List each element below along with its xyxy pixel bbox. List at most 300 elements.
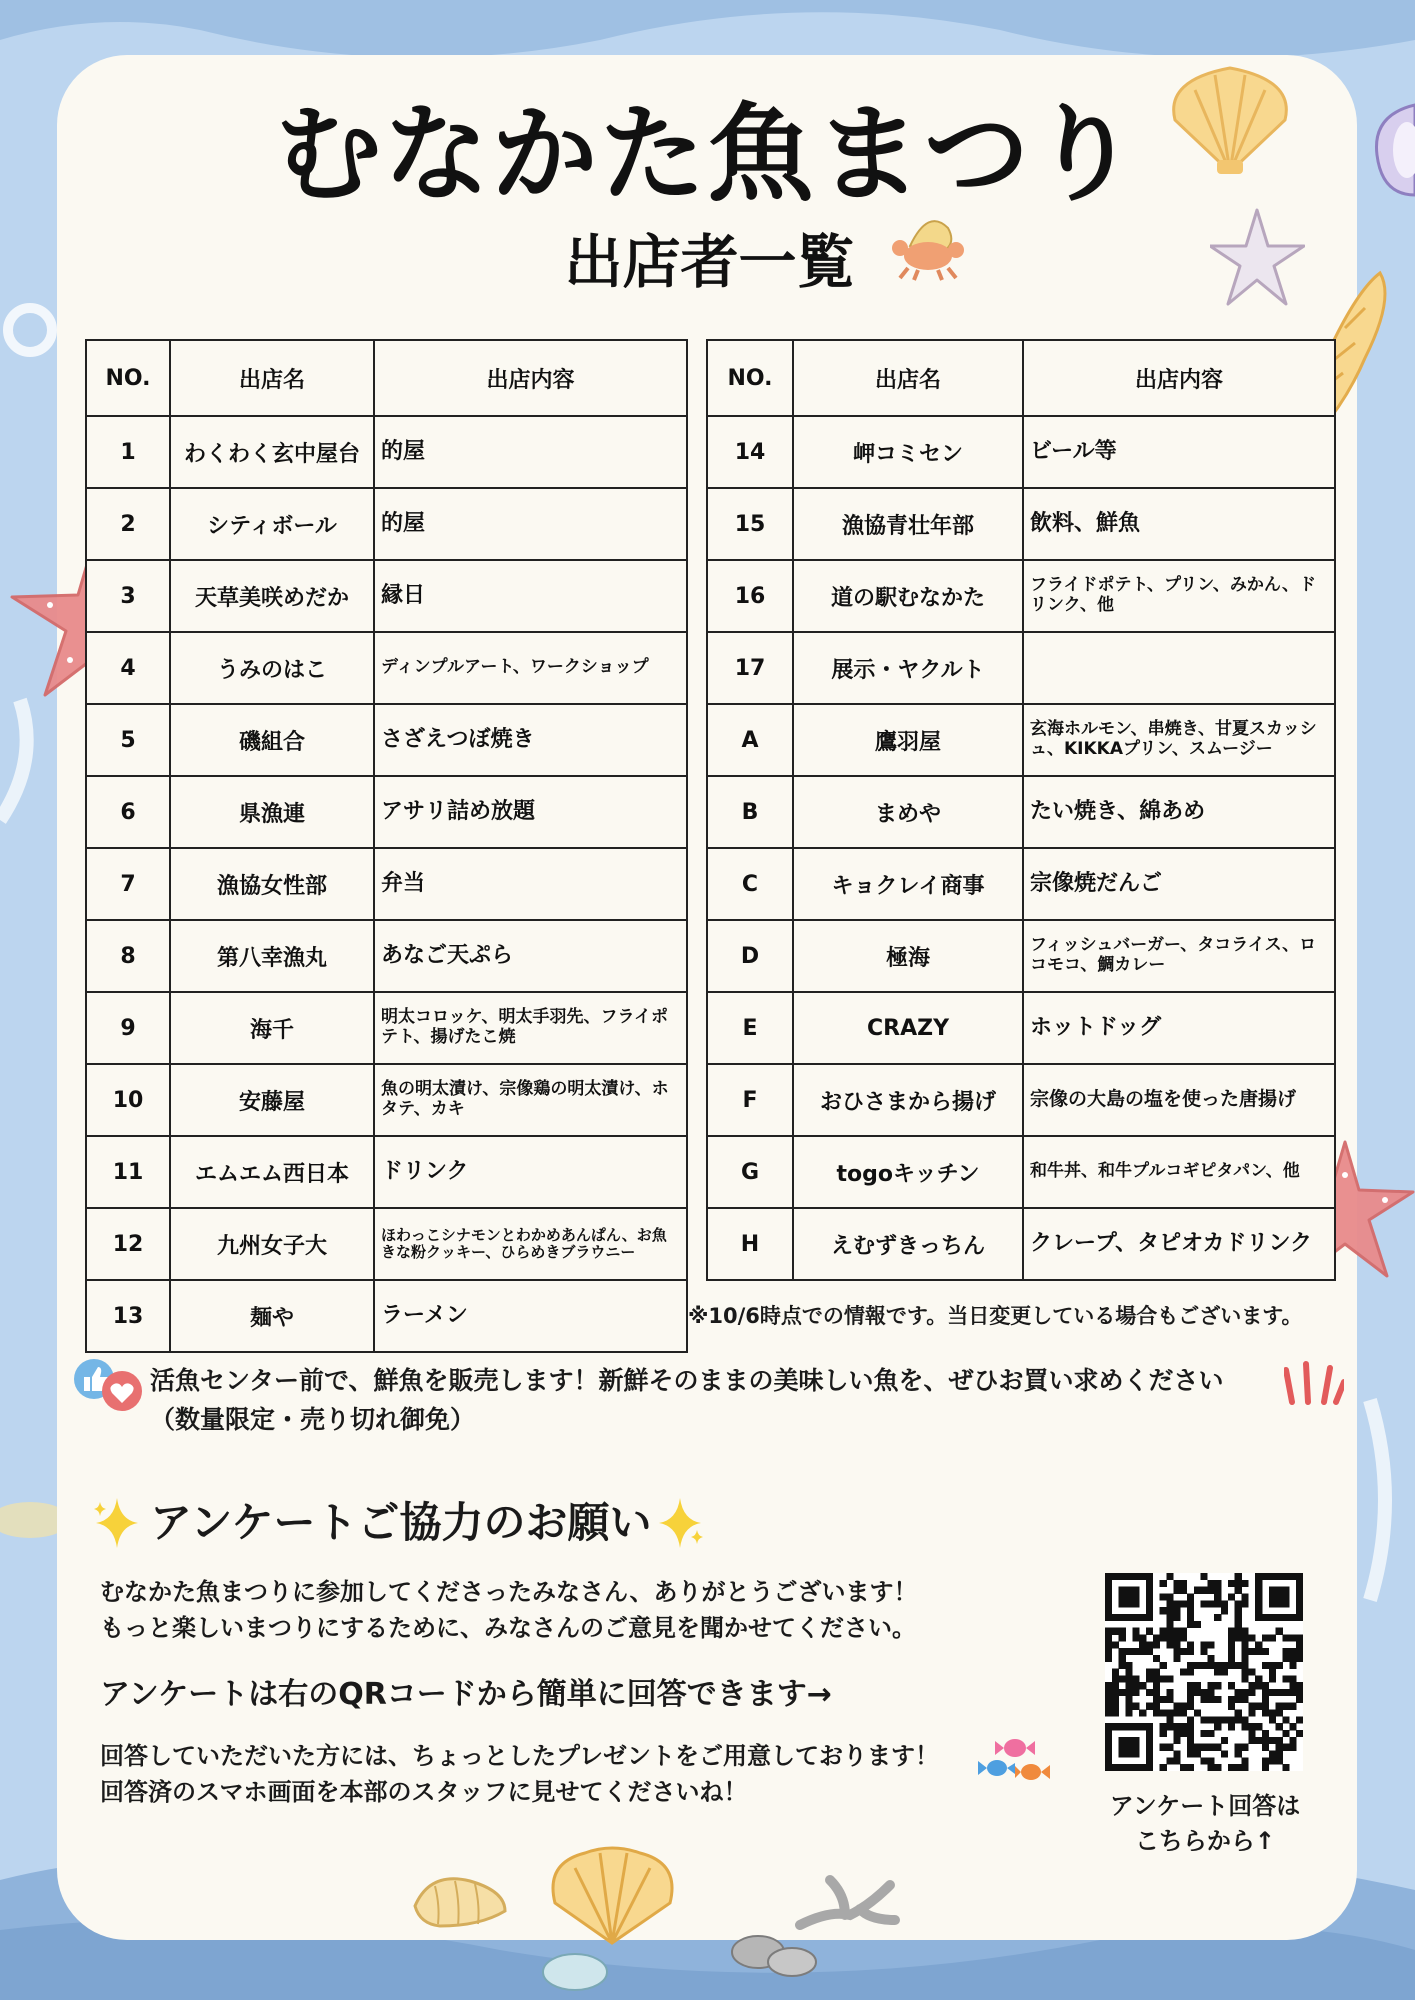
qr-module: [1139, 1648, 1146, 1655]
qr-module: [1255, 1675, 1262, 1682]
qr-module: [1235, 1573, 1242, 1580]
qr-module: [1132, 1682, 1139, 1689]
qr-module: [1289, 1737, 1296, 1744]
info-note: ※10/6時点での情報です。当日変更している場合もございます。: [688, 1304, 1303, 1328]
row-name: 海千: [170, 992, 374, 1064]
table-row: [86, 920, 687, 992]
qr-module: [1262, 1696, 1269, 1703]
qr-module: [1214, 1669, 1221, 1676]
qr-module: [1255, 1614, 1262, 1621]
qr-module: [1201, 1662, 1208, 1669]
qr-module: [1187, 1641, 1194, 1648]
qr-module: [1296, 1607, 1303, 1614]
qr-module: [1207, 1764, 1214, 1771]
qr-module: [1242, 1662, 1249, 1669]
qr-module: [1207, 1757, 1214, 1764]
qr-module: [1296, 1600, 1303, 1607]
qr-module: [1269, 1751, 1276, 1758]
table-row: [707, 560, 1335, 632]
qr-module: [1125, 1600, 1132, 1607]
survey-qr-instruction: アンケートは右のQRコードから簡単に回答できます→: [100, 1677, 832, 1712]
qr-module: [1201, 1587, 1208, 1594]
qr-module: [1194, 1744, 1201, 1751]
qr-module: [1207, 1716, 1214, 1723]
qr-module: [1180, 1730, 1187, 1737]
qr-module: [1269, 1689, 1276, 1696]
qr-module: [1214, 1696, 1221, 1703]
qr-module: [1146, 1764, 1153, 1771]
qr-module: [1201, 1757, 1208, 1764]
row-name: 九州女子大: [170, 1208, 374, 1280]
qr-module: [1228, 1662, 1235, 1669]
qr-module: [1194, 1710, 1201, 1717]
qr-module: [1166, 1723, 1173, 1730]
qr-module: [1153, 1689, 1160, 1696]
qr-module: [1255, 1593, 1262, 1600]
qr-module: [1276, 1587, 1283, 1594]
row-content: さざえつぼ焼き: [374, 704, 687, 776]
qr-module: [1283, 1573, 1290, 1580]
qr-module: [1132, 1628, 1139, 1635]
table-row: [707, 416, 1335, 488]
qr-module: [1105, 1614, 1112, 1621]
qr-module: [1173, 1607, 1180, 1614]
row-content: アサリ詰め放題: [374, 776, 687, 848]
row-name: 安藤屋: [170, 1064, 374, 1136]
qr-module: [1289, 1723, 1296, 1730]
qr-module: [1132, 1764, 1139, 1771]
qr-module: [1269, 1716, 1276, 1723]
qr-module: [1173, 1751, 1180, 1758]
qr-module: [1248, 1682, 1255, 1689]
row-content: フィッシュバーガー、タコライス、ロコモコ、鯛カレー: [1023, 920, 1335, 992]
qr-module: [1235, 1764, 1242, 1771]
qr-module: [1180, 1764, 1187, 1771]
qr-module: [1119, 1764, 1126, 1771]
row-no: 1: [86, 416, 170, 488]
qr-module: [1255, 1723, 1262, 1730]
qr-module: [1187, 1751, 1194, 1758]
table-row: [707, 632, 1335, 704]
table-row: [86, 1208, 687, 1280]
header-content: 出店内容: [374, 340, 687, 416]
row-content: あなご天ぷら: [374, 920, 687, 992]
qr-module: [1214, 1600, 1221, 1607]
qr-module: [1180, 1600, 1187, 1607]
table-row: [707, 1208, 1335, 1280]
qr-module: [1276, 1751, 1283, 1758]
qr-module: [1166, 1634, 1173, 1641]
qr-module: [1125, 1669, 1132, 1676]
qr-module: [1207, 1655, 1214, 1662]
vendor-table-right: [706, 339, 1336, 1281]
qr-module: [1283, 1587, 1290, 1594]
shell-icon: [410, 1866, 510, 1936]
row-no: A: [707, 704, 793, 776]
qr-module: [1235, 1614, 1242, 1621]
vendor-table-left: [85, 339, 688, 1353]
qr-module: [1105, 1573, 1112, 1580]
row-no: 3: [86, 560, 170, 632]
qr-module: [1105, 1655, 1112, 1662]
qr-module: [1166, 1641, 1173, 1648]
qr-module: [1187, 1621, 1194, 1628]
shell-icon: [1362, 95, 1415, 205]
qr-module: [1125, 1648, 1132, 1655]
qr-module: [1146, 1744, 1153, 1751]
qr-module: [1166, 1573, 1173, 1580]
qr-module: [1125, 1703, 1132, 1710]
qr-module: [1207, 1641, 1214, 1648]
qr-module: [1276, 1614, 1283, 1621]
qr-module: [1153, 1703, 1160, 1710]
qr-module: [1242, 1669, 1249, 1676]
row-content: フライドポテト、プリン、みかん、ドリンク、他: [1023, 560, 1335, 632]
row-name: 麺や: [170, 1280, 374, 1352]
qr-module: [1166, 1593, 1173, 1600]
qr-module: [1125, 1710, 1132, 1717]
row-content: ビール等: [1023, 416, 1335, 488]
qr-module: [1221, 1716, 1228, 1723]
qr-module: [1248, 1689, 1255, 1696]
row-name: 県漁連: [170, 776, 374, 848]
qr-module: [1146, 1600, 1153, 1607]
qr-module: [1119, 1600, 1126, 1607]
qr-module: [1242, 1655, 1249, 1662]
qr-module: [1235, 1689, 1242, 1696]
qr-module: [1289, 1682, 1296, 1689]
qr-module: [1146, 1628, 1153, 1635]
qr-module: [1105, 1580, 1112, 1587]
qr-module: [1166, 1628, 1173, 1635]
qr-module: [1187, 1730, 1194, 1737]
qr-module: [1255, 1587, 1262, 1594]
qr-module: [1160, 1593, 1167, 1600]
qr-module: [1194, 1587, 1201, 1594]
header-name: 出店名: [170, 340, 374, 416]
qr-module: [1269, 1587, 1276, 1594]
qr-module: [1125, 1593, 1132, 1600]
qr-module: [1160, 1580, 1167, 1587]
qr-module: [1276, 1703, 1283, 1710]
survey-intro: [100, 1574, 917, 1646]
qr-module: [1132, 1648, 1139, 1655]
stone-icon: [540, 1950, 610, 1995]
qr-code[interactable]: [1105, 1573, 1303, 1771]
qr-module: [1255, 1737, 1262, 1744]
qr-module: [1153, 1682, 1160, 1689]
qr-module: [1105, 1628, 1112, 1635]
qr-module: [1269, 1614, 1276, 1621]
row-name: まめや: [793, 776, 1023, 848]
qr-module: [1139, 1723, 1146, 1730]
table-row: [86, 560, 687, 632]
qr-module: [1146, 1751, 1153, 1758]
qr-module: [1173, 1648, 1180, 1655]
qr-module: [1125, 1662, 1132, 1669]
qr-module: [1194, 1662, 1201, 1669]
qr-module: [1269, 1573, 1276, 1580]
qr-module: [1262, 1682, 1269, 1689]
qr-module: [1112, 1703, 1119, 1710]
qr-module: [1119, 1628, 1126, 1635]
qr-module: [1228, 1723, 1235, 1730]
qr-module: [1283, 1593, 1290, 1600]
qr-module: [1166, 1716, 1173, 1723]
qr-module: [1242, 1757, 1249, 1764]
qr-module: [1112, 1641, 1119, 1648]
table-row: [707, 1136, 1335, 1208]
row-no: B: [707, 776, 793, 848]
qr-module: [1187, 1696, 1194, 1703]
qr-module: [1146, 1757, 1153, 1764]
qr-module: [1276, 1600, 1283, 1607]
qr-module: [1201, 1573, 1208, 1580]
table-row: [86, 1136, 687, 1208]
qr-module: [1187, 1703, 1194, 1710]
qr-module: [1235, 1600, 1242, 1607]
qr-module: [1235, 1751, 1242, 1758]
qr-module: [1173, 1580, 1180, 1587]
qr-module: [1173, 1641, 1180, 1648]
qr-module: [1235, 1580, 1242, 1587]
row-no: 7: [86, 848, 170, 920]
qr-module: [1187, 1723, 1194, 1730]
coral-icon: [790, 1865, 900, 1935]
qr-module: [1207, 1744, 1214, 1751]
qr-module: [1296, 1689, 1303, 1696]
qr-module: [1166, 1614, 1173, 1621]
table-row: [707, 488, 1335, 560]
qr-module: [1235, 1744, 1242, 1751]
qr-module: [1187, 1764, 1194, 1771]
row-content: ドリンク: [374, 1136, 687, 1208]
qr-module: [1255, 1648, 1262, 1655]
qr-module: [1125, 1723, 1132, 1730]
qr-module: [1125, 1737, 1132, 1744]
qr-module: [1262, 1757, 1269, 1764]
qr-module: [1112, 1614, 1119, 1621]
qr-module: [1160, 1723, 1167, 1730]
row-name: togoキッチン: [793, 1136, 1023, 1208]
qr-module: [1228, 1628, 1235, 1635]
row-content: たい焼き、綿あめ: [1023, 776, 1335, 848]
qr-module: [1132, 1614, 1139, 1621]
row-no: 4: [86, 632, 170, 704]
qr-module: [1105, 1764, 1112, 1771]
qr-module: [1228, 1696, 1235, 1703]
row-name: キョクレイ商事: [793, 848, 1023, 920]
qr-module: [1235, 1710, 1242, 1717]
qr-module: [1242, 1689, 1249, 1696]
qr-module: [1146, 1675, 1153, 1682]
qr-module: [1235, 1621, 1242, 1628]
qr-module: [1214, 1744, 1221, 1751]
qr-module: [1139, 1764, 1146, 1771]
qr-module: [1153, 1669, 1160, 1676]
qr-module: [1112, 1669, 1119, 1676]
qr-module: [1269, 1593, 1276, 1600]
row-content: 明太コロッケ、明太手羽先、フライポテト、揚げたこ焼: [374, 992, 687, 1064]
qr-module: [1105, 1723, 1112, 1730]
qr-module: [1112, 1689, 1119, 1696]
qr-module: [1132, 1600, 1139, 1607]
qr-module: [1214, 1587, 1221, 1594]
qr-module: [1201, 1716, 1208, 1723]
qr-module: [1119, 1751, 1126, 1758]
table-row: [86, 992, 687, 1064]
qr-module: [1248, 1703, 1255, 1710]
qr-module: [1139, 1641, 1146, 1648]
qr-module: [1166, 1675, 1173, 1682]
row-content: ホットドッグ: [1023, 992, 1335, 1064]
qr-module: [1112, 1675, 1119, 1682]
qr-module: [1255, 1682, 1262, 1689]
qr-module: [1173, 1710, 1180, 1717]
qr-module: [1289, 1634, 1296, 1641]
table-row: [86, 1280, 687, 1352]
qr-module: [1207, 1730, 1214, 1737]
qr-module: [1187, 1662, 1194, 1669]
row-no: 8: [86, 920, 170, 992]
qr-module: [1228, 1641, 1235, 1648]
crab-icon: [888, 198, 968, 283]
qr-module: [1146, 1723, 1153, 1730]
qr-module: [1119, 1593, 1126, 1600]
qr-module: [1146, 1573, 1153, 1580]
qr-module: [1235, 1587, 1242, 1594]
qr-module: [1296, 1730, 1303, 1737]
qr-module: [1125, 1675, 1132, 1682]
qr-module: [1201, 1730, 1208, 1737]
qr-module: [1214, 1614, 1221, 1621]
qr-caption-line1: アンケート回答は: [1109, 1792, 1301, 1820]
qr-module: [1248, 1723, 1255, 1730]
row-content: 宗像焼だんご: [1023, 848, 1335, 920]
qr-module: [1207, 1696, 1214, 1703]
qr-module: [1289, 1614, 1296, 1621]
qr-module: [1283, 1716, 1290, 1723]
qr-module: [1153, 1710, 1160, 1717]
survey-present-line2: 回答済のスマホ画面を本部のスタッフに見せてくださいね！: [100, 1778, 748, 1806]
qr-module: [1283, 1675, 1290, 1682]
qr-module: [1228, 1580, 1235, 1587]
qr-module: [1119, 1655, 1126, 1662]
qr-module: [1105, 1587, 1112, 1594]
qr-module: [1262, 1634, 1269, 1641]
qr-module: [1146, 1730, 1153, 1737]
qr-module: [1173, 1655, 1180, 1662]
qr-module: [1132, 1593, 1139, 1600]
qr-module: [1296, 1648, 1303, 1655]
fish-notice-line2: （数量限定・売り切れ御免）: [150, 1404, 476, 1434]
qr-module: [1187, 1682, 1194, 1689]
qr-module: [1262, 1614, 1269, 1621]
qr-module: [1180, 1628, 1187, 1635]
qr-module: [1112, 1682, 1119, 1689]
qr-module: [1194, 1621, 1201, 1628]
qr-module: [1276, 1628, 1283, 1635]
qr-module: [1139, 1614, 1146, 1621]
row-content: [1023, 632, 1335, 704]
qr-module: [1269, 1675, 1276, 1682]
qr-module: [1276, 1744, 1283, 1751]
qr-module: [1105, 1648, 1112, 1655]
qr-module: [1242, 1580, 1249, 1587]
qr-module: [1173, 1600, 1180, 1607]
qr-module: [1201, 1648, 1208, 1655]
qr-module: [1242, 1764, 1249, 1771]
qr-module: [1166, 1710, 1173, 1717]
qr-module: [1269, 1737, 1276, 1744]
qr-module: [1132, 1675, 1139, 1682]
qr-module: [1262, 1573, 1269, 1580]
shell-icon: [545, 1843, 680, 1948]
qr-module: [1214, 1764, 1221, 1771]
row-no: 13: [86, 1280, 170, 1352]
row-name: 漁協青壮年部: [793, 488, 1023, 560]
qr-module: [1283, 1614, 1290, 1621]
row-name: えむずきっちん: [793, 1208, 1023, 1280]
qr-module: [1276, 1662, 1283, 1669]
qr-module: [1201, 1689, 1208, 1696]
qr-module: [1283, 1764, 1290, 1771]
qr-module: [1160, 1607, 1167, 1614]
qr-module: [1139, 1573, 1146, 1580]
qr-module: [1180, 1703, 1187, 1710]
qr-module: [1269, 1600, 1276, 1607]
row-content: クレープ、タピオカドリンク: [1023, 1208, 1335, 1280]
qr-module: [1119, 1634, 1126, 1641]
qr-module: [1105, 1682, 1112, 1689]
qr-module: [1180, 1723, 1187, 1730]
qr-module: [1112, 1723, 1119, 1730]
qr-module: [1194, 1751, 1201, 1758]
row-no: 12: [86, 1208, 170, 1280]
qr-module: [1119, 1744, 1126, 1751]
qr-module: [1228, 1593, 1235, 1600]
qr-module: [1187, 1716, 1194, 1723]
qr-module: [1242, 1648, 1249, 1655]
qr-module: [1160, 1710, 1167, 1717]
qr-module: [1132, 1703, 1139, 1710]
fish-sale-notice: [150, 1362, 1224, 1440]
qr-caption: [1085, 1789, 1325, 1859]
qr-module: [1242, 1600, 1249, 1607]
row-no: H: [707, 1208, 793, 1280]
qr-module: [1262, 1648, 1269, 1655]
row-name: おひさまから揚げ: [793, 1064, 1023, 1136]
sparkle-icon: [655, 1494, 705, 1552]
survey-title: アンケートご協力のお願い: [150, 1498, 652, 1547]
qr-module: [1221, 1607, 1228, 1614]
like-icon: [72, 1357, 144, 1413]
qr-module: [1214, 1662, 1221, 1669]
qr-module: [1207, 1689, 1214, 1696]
row-content: 飲料、鮮魚: [1023, 488, 1335, 560]
qr-module: [1289, 1662, 1296, 1669]
row-no: C: [707, 848, 793, 920]
qr-module: [1235, 1662, 1242, 1669]
candy-icon: [975, 1730, 1055, 1788]
table-row: [707, 1064, 1335, 1136]
sparkle-icon: [92, 1494, 142, 1552]
qr-module: [1166, 1600, 1173, 1607]
qr-module: [1173, 1703, 1180, 1710]
row-no: 14: [707, 416, 793, 488]
qr-module: [1105, 1634, 1112, 1641]
qr-module: [1283, 1730, 1290, 1737]
